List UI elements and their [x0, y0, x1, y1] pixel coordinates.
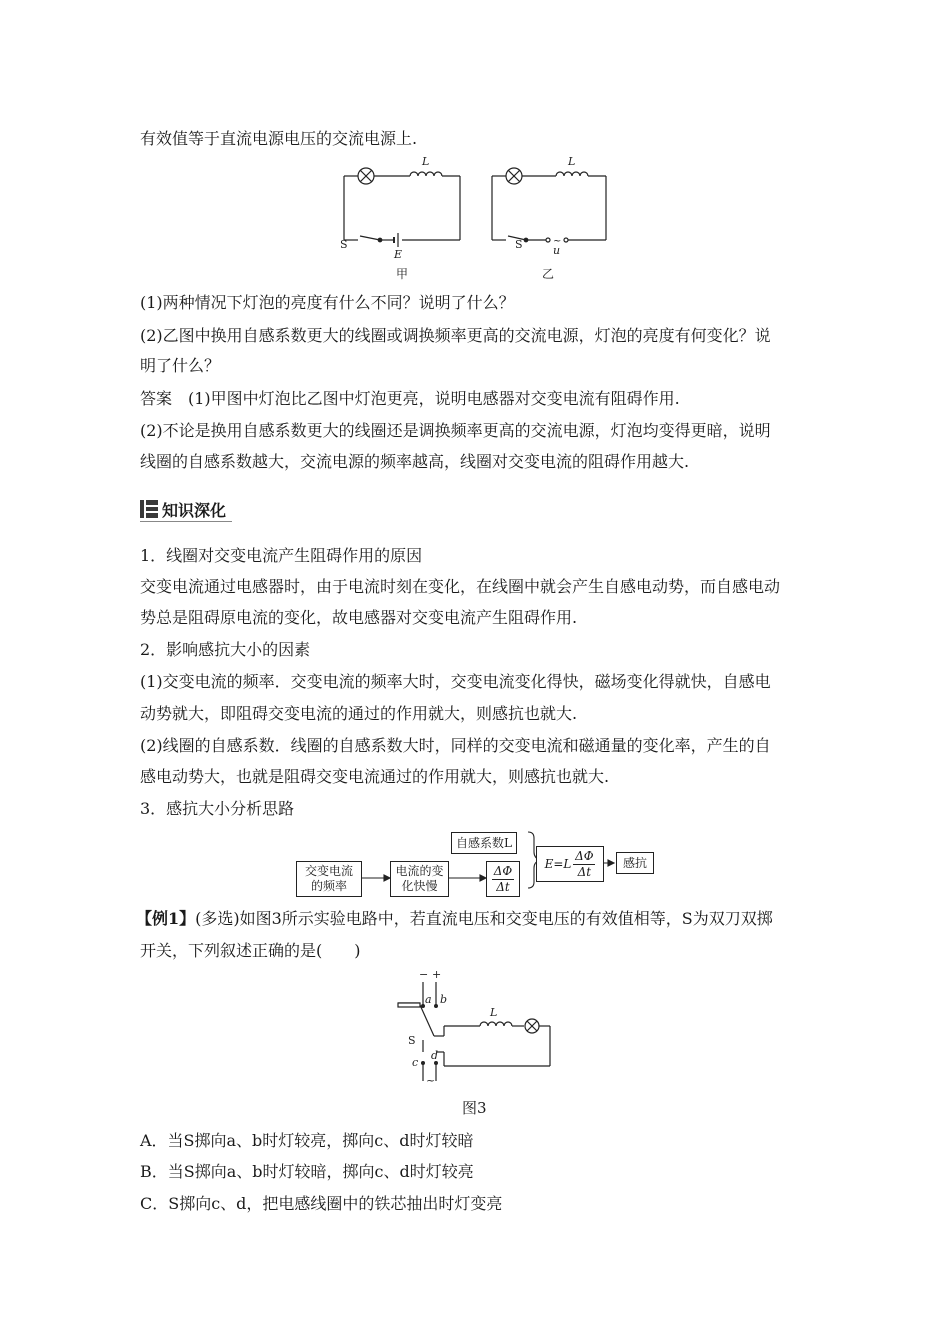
flow-box-frequency-line1: 交变电流: [304, 864, 353, 878]
section-title: 知识深化: [162, 500, 227, 520]
circuit-jia: [344, 168, 460, 247]
knowledge-heading-1: 1．线圈对交变电流产生阻碍作用的原因: [140, 546, 423, 565]
fig3-label-tilde: ~: [426, 1074, 436, 1087]
example-text-1: (多选)如图3所示实验电路中，若直流电压和交变电压的有效值相等，S为双刀双掷: [195, 909, 773, 928]
knowledge-heading-2: 2．影响感抗大小的因素: [140, 640, 311, 659]
flow-flux-denominator: Δt: [496, 879, 510, 894]
option-a: A．当S掷向a、b时灯较亮，掷向c、d时灯较暗: [140, 1131, 474, 1150]
flow-box-emf-formula: [536, 846, 604, 882]
flow-flux-numerator: ΔΦ: [493, 863, 513, 878]
flow-box-inductance: [451, 832, 517, 854]
fig3-label-S: S: [408, 1034, 416, 1047]
flow-box-change-rate-line2: 化快慢: [401, 879, 438, 893]
knowledge-text-1a: 交变电流通过电感器时，由于电流时刻在变化，在线圈中就会产生自感电动势，而自感电动: [140, 577, 781, 596]
circuit-yi: [492, 168, 606, 242]
answer-line2: (2)不论是换用自感系数更大的线圈还是调换频率更高的交流电源，灯泡均变得更暗，说明: [140, 421, 771, 440]
caption-jia: 甲: [396, 267, 409, 281]
label-E: E: [394, 248, 403, 261]
intro-text: 有效值等于直流电源电压的交流电源上.: [140, 129, 418, 148]
fig3-label-b: b: [440, 993, 448, 1006]
label-L-yi: L: [568, 155, 576, 168]
fig3-label-minus: −: [419, 968, 429, 981]
flow-box-change-rate: [390, 861, 449, 897]
flow-box-frequency: [296, 861, 362, 897]
section-bars-icon: [140, 500, 158, 518]
fig3-label-L: L: [490, 1006, 498, 1019]
section-heading: [140, 498, 226, 520]
answer-line1: 答案 (1)甲图中灯泡比乙图中灯泡更亮，说明电感器对交变电流有阻碍作用.: [140, 389, 680, 408]
circuit-diagrams: [330, 150, 620, 285]
flow-box-flux-rate: [486, 861, 520, 897]
option-b: B．当S掷向a、b时灯较暗，掷向c、d时灯较亮: [140, 1162, 474, 1181]
flow-box-change-rate-line1: 电流的变: [395, 864, 444, 878]
figure-3-circuit: [390, 966, 560, 1091]
knowledge-heading-3: 3．感抗大小分析思路: [140, 799, 295, 818]
label-S-jia: S: [340, 238, 348, 251]
fig3-label-c: c: [412, 1056, 419, 1069]
label-u: u: [553, 244, 561, 257]
knowledge-text-2a: (1)交变电流的频率．交变电流的频率大时，交变电流变化得快，磁场变化得就快，自感电: [140, 672, 771, 691]
flow-box-reactance-text: 感抗: [622, 855, 647, 870]
section-underline: [140, 521, 232, 522]
question-2-line1: (2)乙图中换用自感系数更大的线圈或调换频率更高的交流电源，灯泡的亮度有何变化？说: [140, 326, 771, 345]
flow-box-inductance-text: 自感系数L: [456, 835, 512, 850]
label-S-yi: S: [515, 238, 523, 251]
knowledge-text-2c: (2)线圈的自感系数．线圈的自感系数大时，同样的交变电流和磁通量的变化率，产生的自: [140, 736, 771, 755]
flow-box-frequency-line2: 的频率: [310, 879, 347, 893]
flow-emf-denominator: Δt: [577, 864, 592, 879]
example-line1: [136, 908, 773, 930]
answer-line3: 线圈的自感系数越大，交流电源的频率越高，线圈对交变电流的阻碍作用越大.: [140, 452, 690, 471]
fig3-label-plus: +: [432, 968, 442, 981]
knowledge-text-2b: 动势就大，即阻碍交变电流的通过的作用就大，则感抗也就大.: [140, 704, 578, 723]
fig3-label-d: d: [431, 1049, 439, 1062]
knowledge-text-1b: 势总是阻碍原电流的变化，故电感器对交变电流产生阻碍作用.: [140, 608, 578, 627]
flow-emf-numerator: ΔΦ: [575, 848, 594, 863]
flow-emf-prefix: E=L: [544, 856, 572, 871]
label-tilde-yi: ~: [553, 236, 562, 247]
option-c: C．S掷向c、d，把电感线圈中的铁芯抽出时灯变亮: [140, 1194, 503, 1213]
label-L-jia: L: [422, 155, 430, 168]
caption-yi: 乙: [542, 267, 555, 281]
example-tag: 【例1】: [136, 909, 196, 928]
question-2-line2: 明了什么？: [140, 356, 221, 375]
example-line2: 开关，下列叙述正确的是( ): [140, 941, 361, 960]
question-1: (1)两种情况下灯泡的亮度有什么不同？说明了什么？: [140, 293, 515, 312]
flow-box-reactance: [616, 852, 654, 874]
fig3-label-a: a: [425, 993, 432, 1006]
knowledge-text-2d: 感电动势大，也就是阻碍交变电流通过的作用就大，则感抗也就大.: [140, 767, 610, 786]
figure-3-caption: 图3: [462, 1099, 487, 1117]
